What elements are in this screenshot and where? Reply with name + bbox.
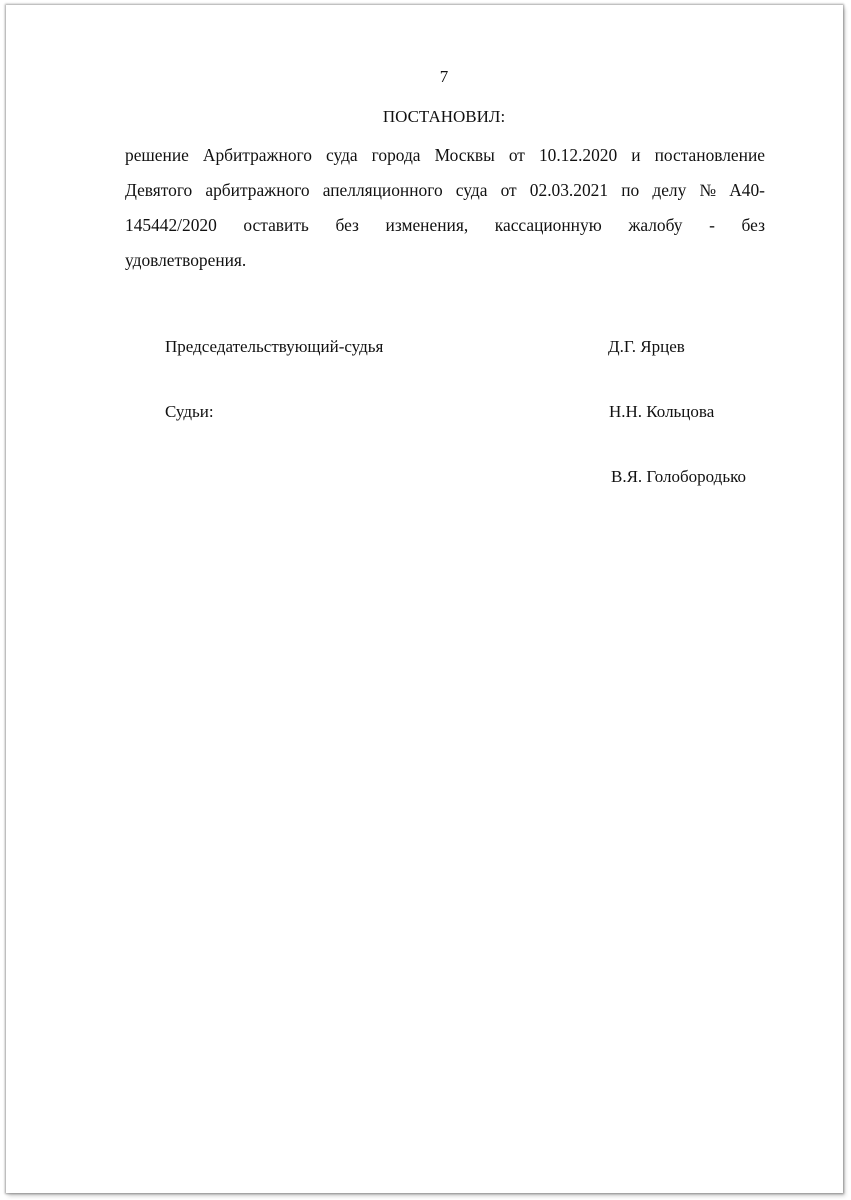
word: оставить: [243, 215, 309, 235]
judge-name-1: Н.Н. Кольцова: [609, 402, 715, 421]
judge-name-2: В.Я. Голобородько: [611, 467, 746, 486]
paragraph-line: [125, 243, 765, 278]
word: от: [508, 145, 525, 165]
word: удовлетворения.: [125, 250, 247, 270]
word: делу: [652, 180, 687, 200]
resolution-heading: ПОСТАНОВИЛ:: [382, 107, 506, 126]
word: и: [631, 145, 641, 165]
presiding-judge-label: Председательствующий-судья: [165, 337, 384, 356]
resolution-paragraph: [125, 138, 765, 278]
presiding-judge-name: Д.Г. Ярцев: [608, 337, 685, 356]
word: постановление: [654, 145, 765, 165]
word: Девятого: [125, 180, 193, 200]
word: суда: [325, 145, 358, 165]
page-number: 7: [439, 67, 449, 86]
word: от: [500, 180, 517, 200]
word: 145442/2020: [125, 215, 217, 235]
word: Арбитражного: [202, 145, 312, 165]
word: жалобу: [628, 215, 683, 235]
word: решение: [125, 145, 189, 165]
judges-label: Судьи:: [165, 402, 214, 421]
word: арбитражного: [205, 180, 310, 200]
word: 02.03.2021: [529, 180, 609, 200]
word: кассационную: [494, 215, 602, 235]
paragraph-line: [125, 138, 765, 173]
word: без: [741, 215, 765, 235]
word: -: [709, 215, 715, 235]
word: изменения,: [385, 215, 469, 235]
word: Москвы: [434, 145, 495, 165]
word: №: [699, 180, 717, 200]
word: по: [621, 180, 640, 200]
word: без: [335, 215, 359, 235]
paragraph-line: [125, 208, 765, 243]
word: апелляционного: [322, 180, 443, 200]
word: города: [371, 145, 421, 165]
word: 10.12.2020: [538, 145, 618, 165]
word: суда: [455, 180, 488, 200]
paragraph-line: [125, 173, 765, 208]
word: А40-: [729, 180, 765, 200]
